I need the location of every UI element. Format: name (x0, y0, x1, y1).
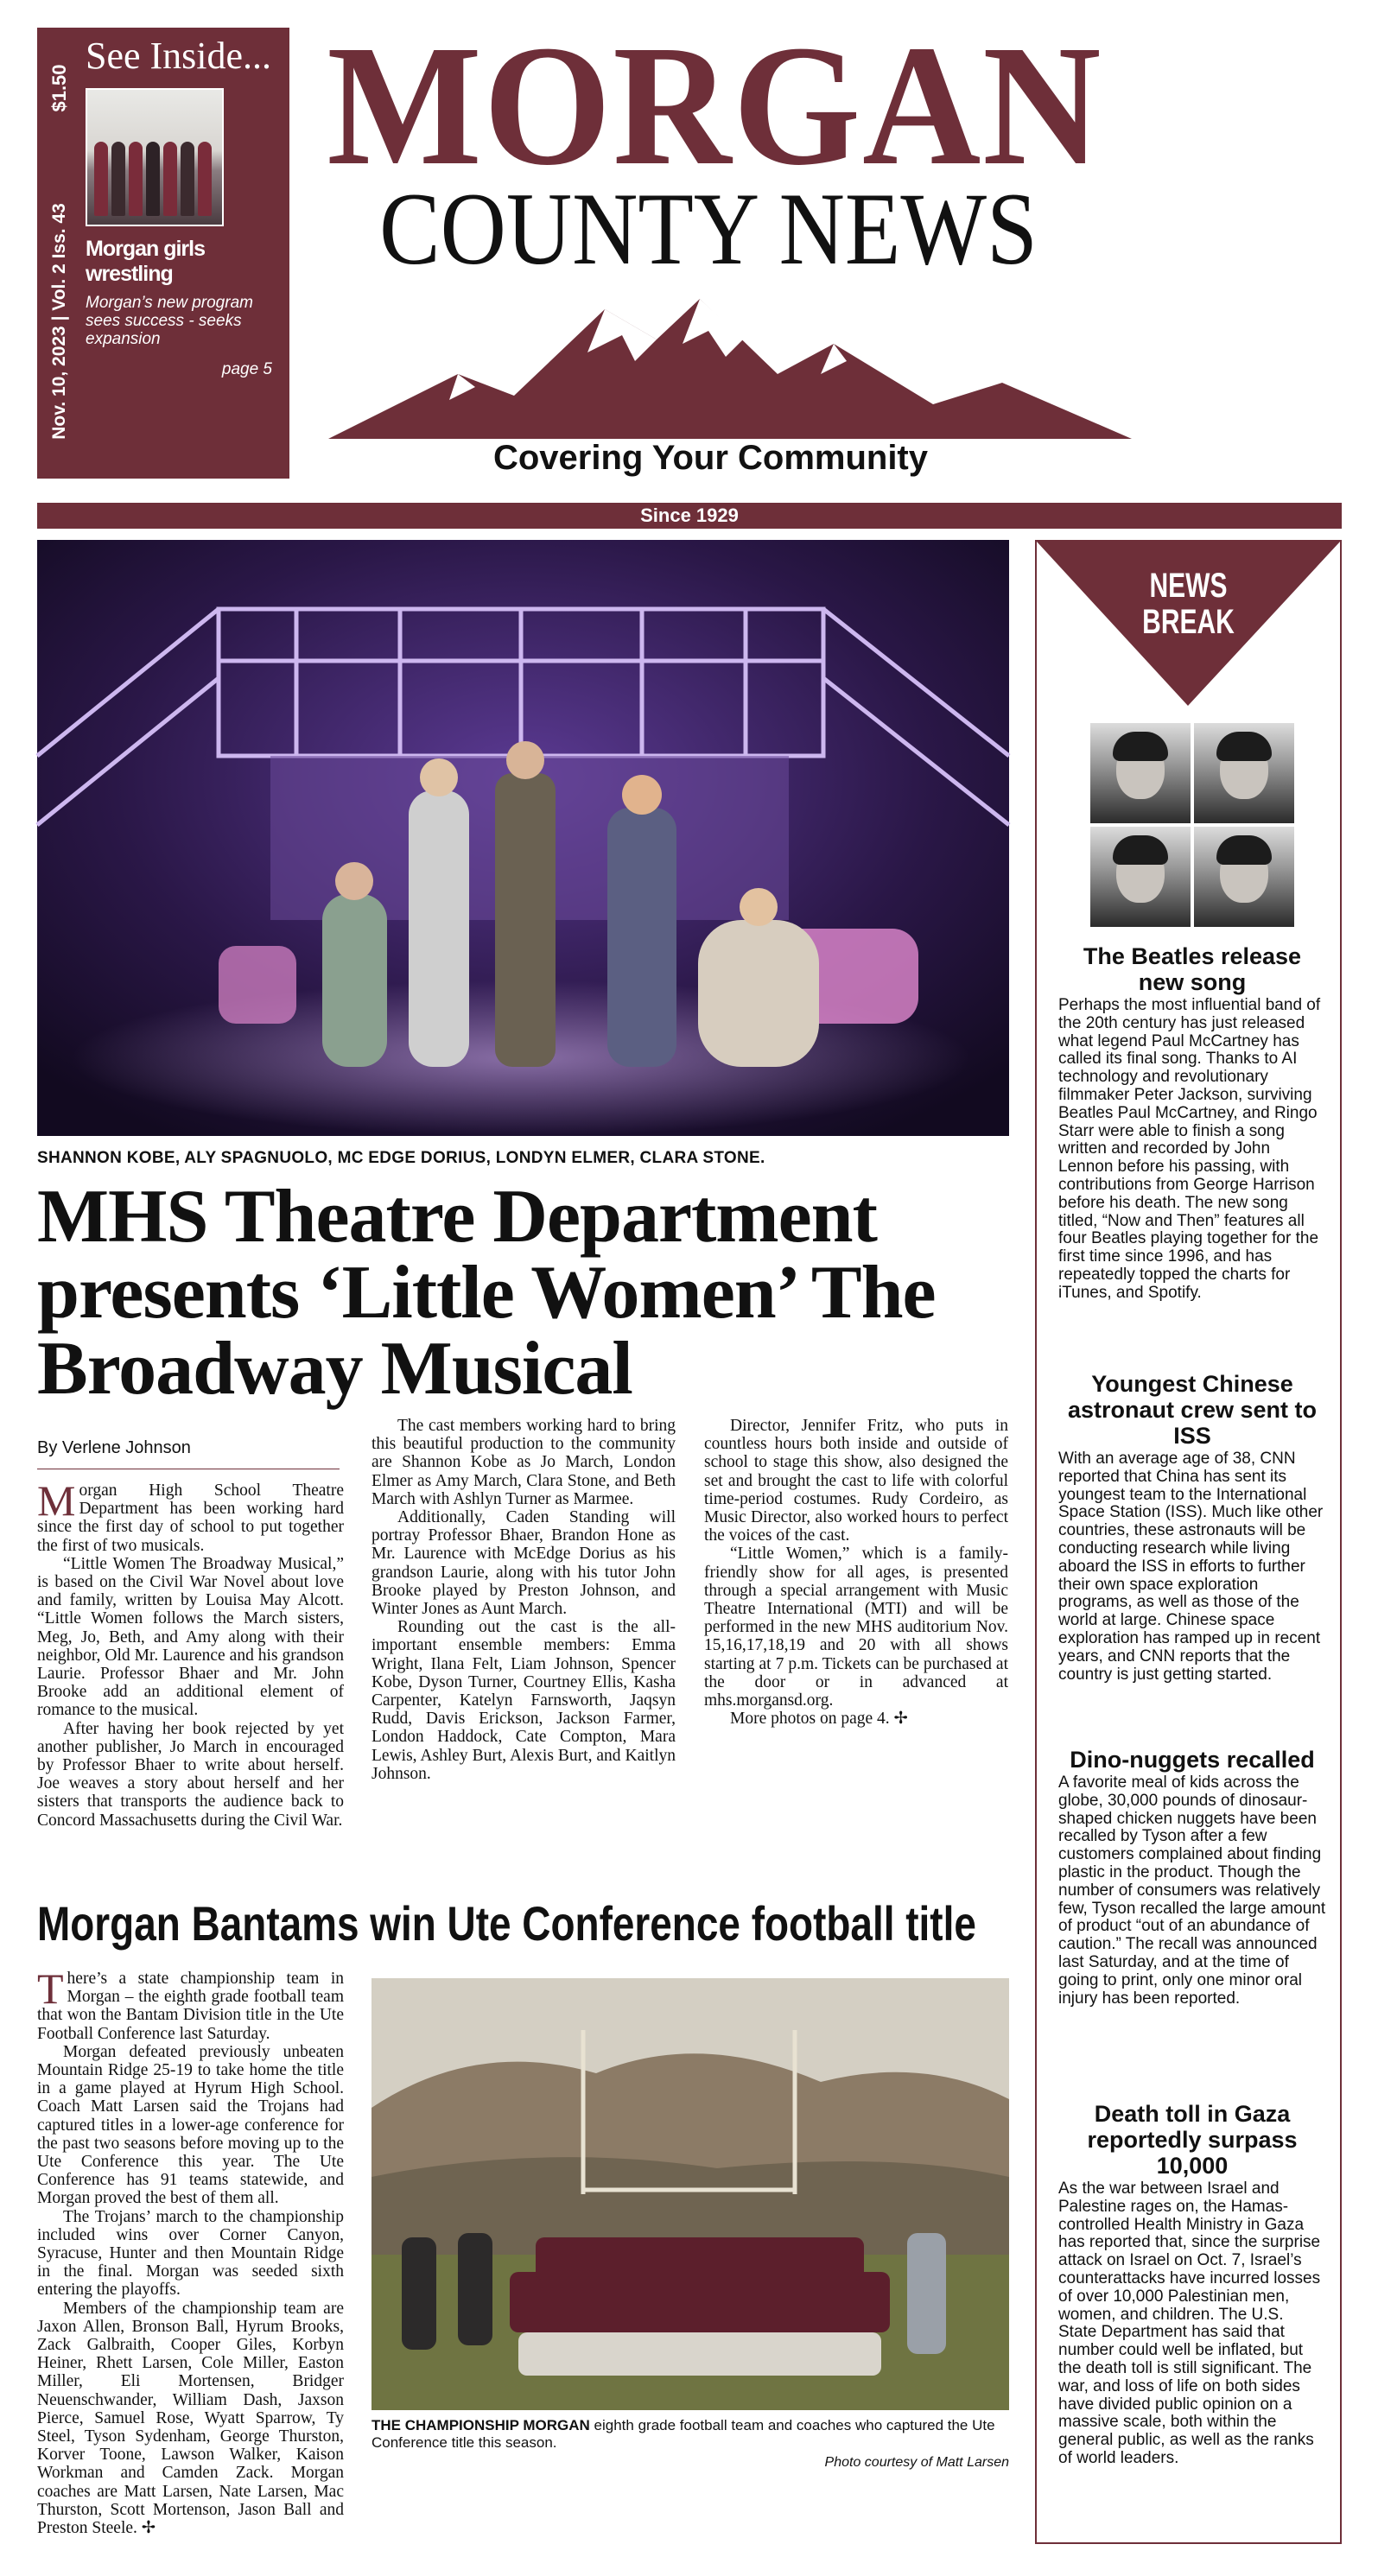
news-item-body: A favorite meal of kids across the globe, 30,000 pounds of dinosaur-shaped chicken nuggets have been recalled by Tyson after a few customers complained about finding plastic in the product. Though the number of consumers was relatively few, Tyson recalled the large amount of product “out of an abundance of caution.” The recall was announced last Saturday, and at the time of going to print, only one minor oral injury has been reported. (1058, 1773, 1326, 2008)
price: $1.50 (48, 64, 70, 112)
lead-paragraph-9[interactable]: More photos on page 4. ✢ (730, 1710, 908, 1729)
news-break-sidebar (1035, 540, 1342, 2544)
lead-paragraph-5: Additionally, Caden Standing will portray Professor Bhaer, Brandon Hone as Mr. Laurence with McEdge Dorius as his grandson Laurie, along with his tutor John Brooke played by Preston Johnson, and Winter Jones as Aunt March. (371, 1508, 676, 1619)
lead-headline: MHS Theatre Department presents ‘Little Women’ The Broadway Musical (37, 1175, 936, 1411)
news-item-title: Dino-nuggets recalled (1070, 1747, 1315, 1773)
newspaper-name-county-news: COUNTY NEWS (379, 171, 1038, 286)
promo-page-ref: page 5 (221, 360, 272, 378)
promo-title: Morgan girls wrestling (86, 237, 206, 286)
football-paragraph-2: Morgan defeated previously unbeaten Mountain Ridge 25-19 to take home the title in a game played at Hyrum High School. Coach Matt Larsen said the Trojans had captured titles in a lower-age conference for the past two seasons before moving up to the Ute Conference this year. The Ute Conference has 91 teams statewide, and Morgan proved the best of them all. (37, 2042, 344, 2208)
lead-dropcap: M (37, 1476, 76, 1525)
lead-paragraph-4: The cast members working hard to bring this beautiful production to the community are Shannon Kobe as Jo March, London Elmer as Amy March, Clara Stone, and Beth March with Ashlyn Turner as Marmee. (371, 1417, 676, 1508)
byline: By Verlene Johnson (37, 1438, 191, 1457)
news-item-body: Perhaps the most influential band of the 20th century has just released what legend Paul McCartney has called its final song. Thanks to AI technology and revolutionary filmmaker Peter Jackson, surviving Beatles Paul McCartney, and Ringo Starr were able to finish a song written and recorded by John Lennon before his passing, with contributions from George Harrison before his death. The new song titled, “Now and Then” features all four Beatles playing together for the first time since 1996, and has repeatedly topped the charts for iTunes, and Spotify. (1058, 996, 1321, 1302)
news-item-body: As the war between Israel and Palestine rages on, the Hamas-controlled Health Ministry in Gaza has reported that, since the surprise attack on Israel on Oct. 7, Israel’s counterattacks have incurred losses of over 10,000 Palestinian men, women, and children. The U.S. State Department has said that number could well be inflated, but the death toll is still significant. The war, and loss of life on both sides have divided public opinion on a massive scale, both within the general public, as well as the ranks of world leaders. (1058, 2179, 1321, 2467)
newspaper-name-morgan: MORGAN (327, 10, 1103, 201)
lead-paragraph-1: Morgan High School Theatre Department has been working hard since the first day of school to put together the first of two musicals. (37, 1476, 344, 1555)
tagline: Covering Your Community (492, 439, 928, 477)
football-paragraph-3: The Trojans’ march to the championship included wins over Corner Canyon, Syracuse, Hunter and then Mountain Ridge in the final. Morgan was seeded sixth entering the playoffs. (37, 2207, 344, 2300)
news-item (1058, 1371, 1326, 1684)
wrestling-team-photo (86, 88, 224, 226)
news-break-label: NEWS BREAK (1142, 567, 1235, 641)
football-headline: Morgan Bantams win Ute Conference football title (37, 1896, 976, 1951)
football-team-photo (371, 1978, 1009, 2410)
lead-column-1 (37, 1476, 344, 1830)
football-column-1 (37, 1964, 344, 2538)
lead-column-3 (704, 1417, 1008, 1728)
lead-photo-caption: SHANNON KOBE, ALY SPAGNUOLO, MC EDGE DORIUS, LONDYN ELMER, CLARA STONE. (37, 1149, 765, 1167)
mountain-logo (328, 292, 1132, 447)
photo-credit: Photo courtesy of Matt Larsen (824, 2455, 1009, 2470)
promo-heading: See Inside... (86, 35, 272, 77)
see-inside-promo[interactable] (37, 28, 289, 479)
lead-column-2 (371, 1417, 676, 1783)
news-item-title: The Beatles release new song (1083, 943, 1302, 995)
beatles-photo (1194, 723, 1294, 823)
news-item-title: Death toll in Gaza reportedly surpass 10,000 (1087, 2101, 1298, 2179)
theatre-stage-photo (37, 540, 1009, 1136)
lead-paragraph-6: Rounding out the cast is the all-important ensemble members: Emma Wright, Ilana Felt, Liam Johnson, Spencer Kobe, Dyson Turner, Courtney Ellis, Kasha Carpenter, Katelyn Farnsworth, Jaqsyn Rudd, Davis Erickson, Jackson Farmer, London Haddock, Cate Compton, Mara Lewis, Ashley Burt, Alexis Burt, and Kaitlyn Johnson. (371, 1618, 676, 1783)
news-item (1058, 1747, 1326, 2008)
football-paragraph-1: There’s a state championship team in Morgan – the eighth grade football team that won the Bantam Division title in the Ute Football Conference last Saturday. (37, 1964, 344, 2043)
news-item-title: Youngest Chinese astronaut crew sent to ISS (1067, 1371, 1318, 1449)
football-photo-caption: THE CHAMPIONSHIP MORGAN eighth grade football team and coaches who captured the Ute Conference title this season. (371, 2417, 995, 2451)
news-item (1058, 943, 1326, 1303)
issue-info: Nov. 10, 2023 | Vol. 2 Iss. 43 (49, 203, 69, 440)
since-banner: Since 1929 (37, 503, 1342, 529)
issue-strip (37, 28, 82, 479)
beatles-photo (1090, 827, 1191, 927)
beatles-photo-grid (1090, 723, 1294, 927)
beatles-photo (1194, 827, 1294, 927)
football-paragraph-4: Members of the championship team are Jaxon Allen, Bronson Ball, Hyrum Brooks, Zack Galbraith, Cooper Giles, Korbyn Heiner, Rhett Larsen, Cole Miller, Easton Miller, Eli Mortensen, Bridger Neuenschwander, William Dash, Jaxson Pierce, Samuel Rose, Wyatt Sparrow, Ty Steel, Tyson Sydenham, George Thurston, Korver Toone, Lawson Walker, Kaison Workman and Camden Zack. Morgan coaches are Matt Larsen, Nate Larsen, Mac Thurston, Scott Mortenson, Jason Ball and Preston Steele. ✢ (37, 2299, 344, 2538)
lead-paragraph-8: “Little Women,” which is a family-friendly show for all ages, is presented through a special arrangement with Music Theatre International (MTI) and will be performed in the new MHS auditorium Nov. 15,16,17,18,19 and 20 with all shows starting at 7 p.m. Tickets can be purchased at the door or in advanced at mhs.morgansd.org. (704, 1545, 1008, 1710)
promo-subtitle: Morgan’s new program sees success - seeks expansion (86, 294, 253, 348)
news-item (1058, 2101, 1326, 2468)
football-dropcap: T (37, 1964, 64, 2013)
lead-paragraph-7: Director, Jennifer Fritz, who puts in countless hours both inside and outside of school to stage this show, also designed the set and brought the cast to life with colorful time-period costumes. Rudy Cordeiro, as Music Director, also worked hours to perfect the voices of the cast. (704, 1417, 1008, 1545)
lead-paragraph-3: After having her book rejected by yet another publisher, Jo March in encouraged by Professor Bhaer to write about herself. Joe weaves a story about herself and her sisters that transports the audience back to Concord Massachusetts during the Civil War. (37, 1719, 344, 1830)
lead-paragraph-2: “Little Women The Broadway Musical,” is based on the Civil War Novel about love and family, written by Louisa May Alcott. “Little Women follows the March sisters, Meg, Jo, Beth, and Amy along with their neighbor, Old Mr. Laurence and his grandson Laurie. Professor Bhaer and Mr. John Brooke add an additional element of romance to the musical. (37, 1554, 344, 1720)
beatles-photo (1090, 723, 1191, 823)
news-item-body: With an average age of 38, CNN reported that China has sent its youngest team to the International Space Station (ISS). Much like other countries, these astronauts will be conducting research while living aboard the ISS in efforts to further their own space exploration programs, as well as those of the world at large. Chinese space exploration has ramped up in recent years, and CNN reports that the country is just getting started. (1058, 1450, 1324, 1684)
